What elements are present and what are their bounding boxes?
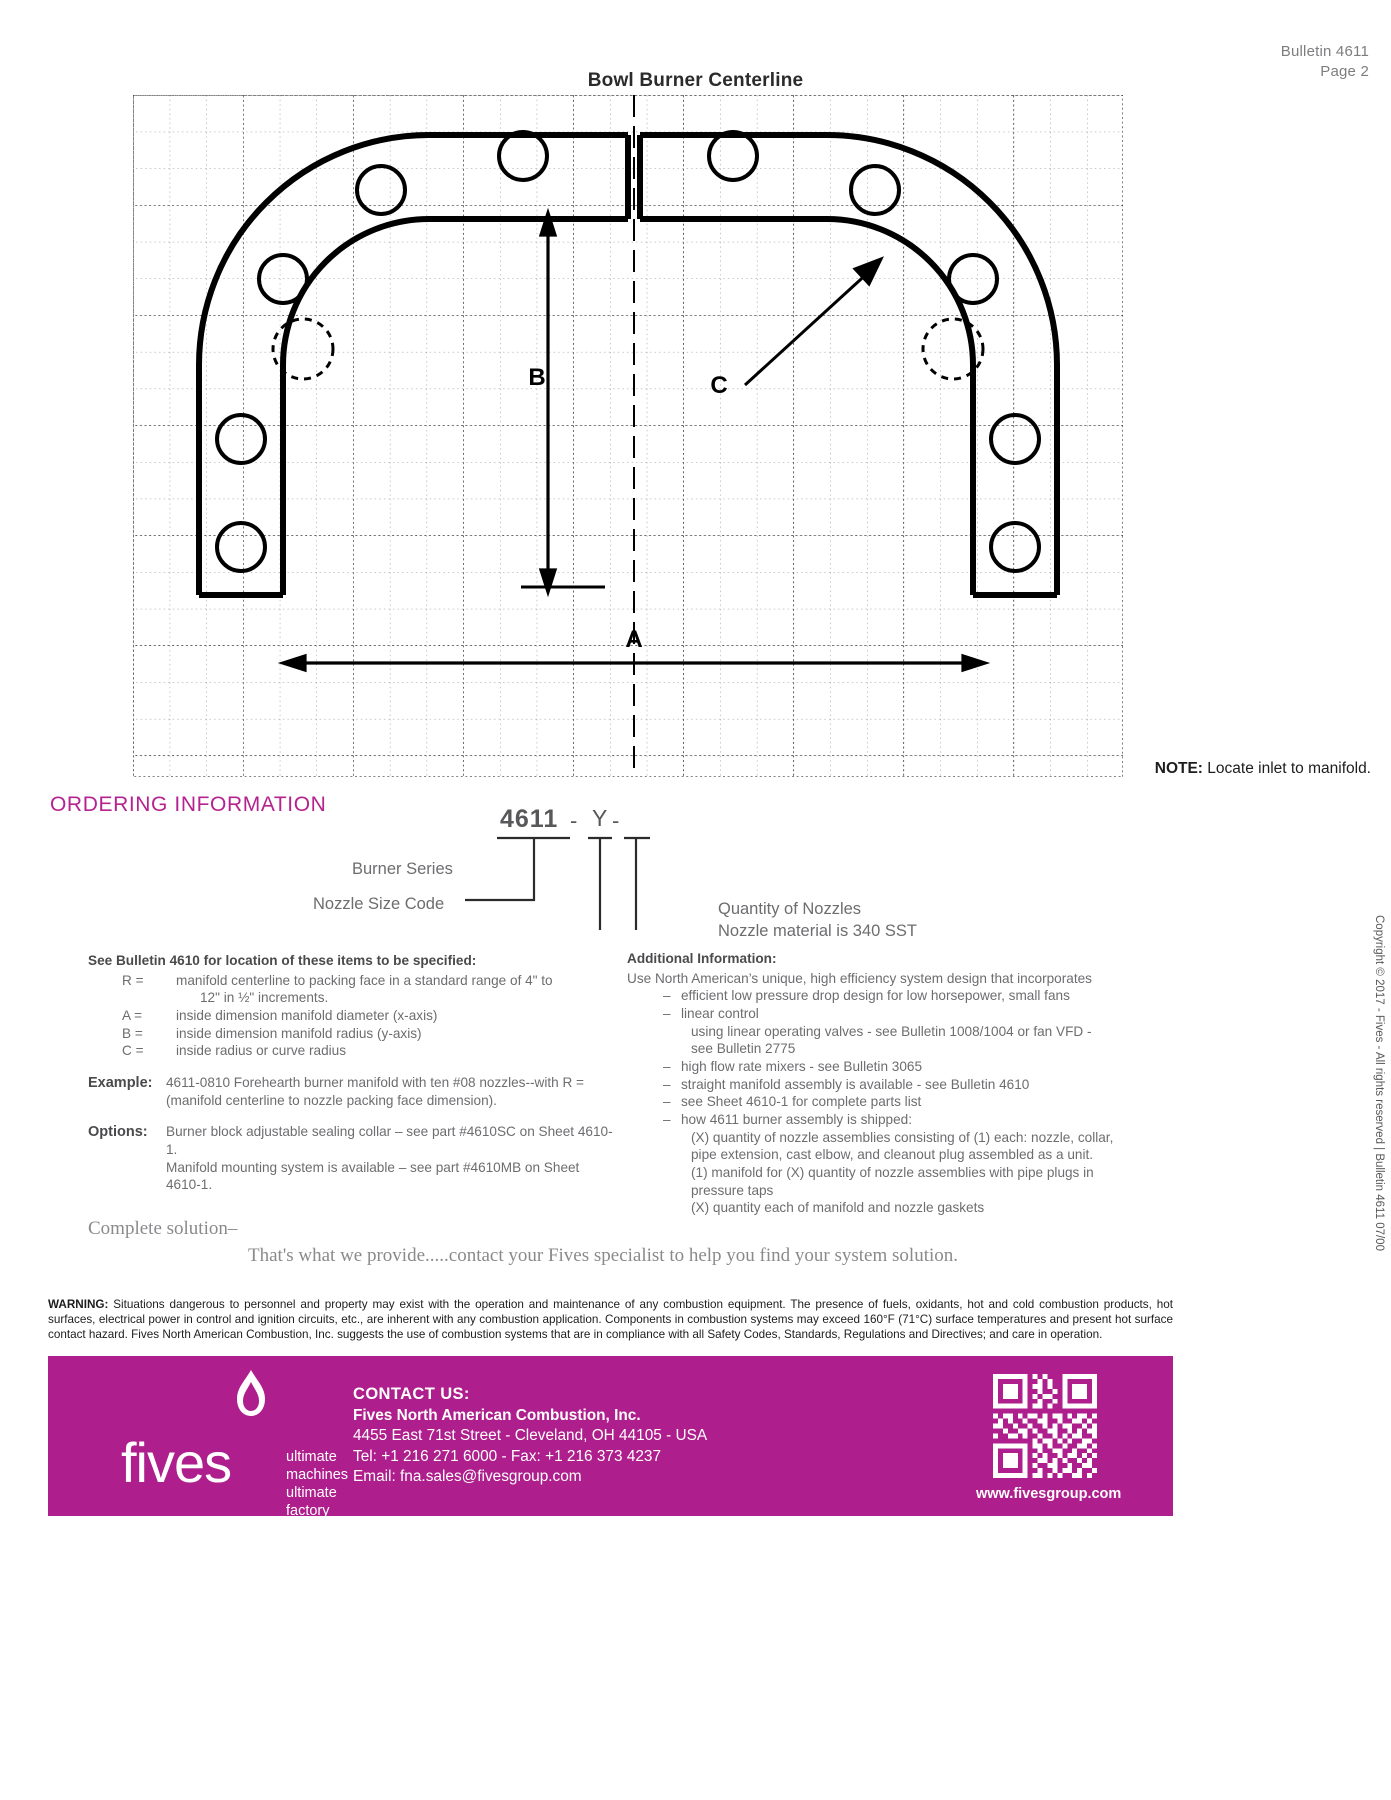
code-nozzle-size: Y <box>592 805 608 831</box>
spec-def-row <box>88 1025 618 1043</box>
spec-def-row <box>88 1042 618 1060</box>
bullet-text: straight manifold assembly is available - see Bulletin 4610 <box>681 1076 1030 1092</box>
bullet-text: see Sheet 4610-1 for complete parts list <box>681 1094 922 1110</box>
diagram-title: Bowl Burner Centerline <box>587 70 804 91</box>
info-subline: see Bulletin 2775 <box>691 1041 796 1057</box>
flame-icon <box>218 1368 284 1434</box>
bullet-text: high flow rate mixers - see Bulletin 3065 <box>681 1059 923 1075</box>
label-quantity-of-nozzles: Quantity of Nozzles <box>718 900 862 918</box>
info-bullet <box>627 987 1187 1005</box>
page-number: Page 2 <box>1320 63 1369 81</box>
bullet-dash: – <box>663 988 671 1004</box>
info-bullet <box>627 1058 1187 1076</box>
options-block <box>88 1123 618 1194</box>
fives-logo <box>108 1370 378 1520</box>
contact-email[interactable]: Email: fna.sales@fivesgroup.com <box>353 1468 582 1486</box>
warning-notice <box>48 1297 1173 1343</box>
spec-key: C = <box>122 1043 144 1059</box>
spec-heading: See Bulletin 4610 for location of these items to be specified: <box>88 953 477 968</box>
additional-info-heading: Additional Information: <box>627 951 777 966</box>
bullet-text: efficient low pressure drop design for low horsepower, small fans <box>681 988 1070 1004</box>
options-line-3: 4610-1. <box>166 1177 213 1193</box>
example-block <box>88 1074 618 1109</box>
fives-tagline-line-1: ultimate machines <box>286 1449 349 1484</box>
spec-value: inside radius or curve radius <box>176 1043 347 1059</box>
bullet-dash: – <box>663 1076 671 1092</box>
info-subline: pipe extension, cast elbow, and cleanout plug assembled as a unit. <box>691 1147 1094 1163</box>
part-number-builder <box>0 800 1391 930</box>
info-bullet <box>627 1111 1187 1129</box>
spec-key <box>88 989 176 1007</box>
diagram-note <box>1155 760 1371 778</box>
contact-address: 4455 East 71st Street - Cleveland, OH 44105 - USA <box>353 1427 708 1445</box>
options-body <box>166 1123 618 1194</box>
example-body <box>166 1074 618 1109</box>
bulletin-number: Bulletin 4611 <box>1280 43 1369 60</box>
part-number-leader-lines <box>0 800 1391 930</box>
info-subline: (1) manifold for (X) quantity of nozzle assemblies with pipe plugs in <box>691 1165 1094 1181</box>
spec-value: 12" in ½" increments. <box>200 990 329 1006</box>
additional-information-column <box>627 950 1187 1217</box>
footer-website[interactable]: www.fivesgroup.com <box>976 1486 1122 1502</box>
additional-info-intro: Use North American’s unique, high efficiency system design that incorporates <box>627 970 1092 986</box>
info-subline: using linear operating valves - see Bulletin 1008/1004 or fan VFD - <box>691 1023 1092 1039</box>
bullet-text: how 4611 burner assembly is shipped: <box>681 1112 912 1128</box>
tagline-line-2: That's what we provide.....contact your Fives specialist to help you find your system solution. <box>248 1245 959 1266</box>
burner-diagram <box>0 70 1391 790</box>
info-subline: (X) quantity of nozzle assemblies consisting of (1) each: nozzle, collar, <box>691 1129 1114 1145</box>
specification-column <box>88 952 618 1194</box>
bullet-dash: – <box>663 1059 671 1075</box>
example-line-2: (manifold centerline to nozzle packing face dimension). <box>166 1092 497 1108</box>
dimension-label-c: C <box>710 372 728 399</box>
code-dash-1: - <box>570 808 578 833</box>
warning-text: Situations dangerous to personnel and property may exist with the operation and maintenance of any combustion equipment. The presence of fuels, oxidants, hot and cold combustion products, hot surfaces, electrical power in control and ignition circuits, etc., are inherent with any combustion application. Components in combustion systems may exceed 160°F (71°C) surface temperatures and present hot surface contact hazard. Fives North American Combustion, Inc. suggests the use of combustion systems that are in compliance with all Safety Codes, Standards, Regulations and Directives; and care in operation. <box>48 1298 1173 1342</box>
note-label: NOTE: <box>1154 760 1203 777</box>
spec-value: manifold centerline to packing face in a standard range of 4" to <box>176 972 553 988</box>
contact-heading: CONTACT US: <box>353 1385 470 1403</box>
info-subline: (X) quantity each of manifold and nozzle gaskets <box>691 1200 985 1216</box>
dimension-label-b: B <box>528 364 546 391</box>
fives-tagline-line-2: ultimate factory <box>286 1485 337 1520</box>
bullet-dash: – <box>663 1112 671 1128</box>
bullet-dash: – <box>663 1006 671 1022</box>
spec-def-row <box>88 972 618 990</box>
contact-company: Fives North American Combustion, Inc. <box>353 1406 641 1424</box>
vertical-copyright: Copyright © 2017 - Fives - All rights reserved | Bulletin 4611 07/00 <box>1373 915 1385 1251</box>
tagline-line-1: Complete solution– <box>88 1218 238 1239</box>
spec-def-row <box>88 1007 618 1025</box>
bullet-dash: – <box>663 1094 671 1110</box>
spec-value: inside dimension manifold radius (y-axis) <box>176 1025 422 1041</box>
label-nozzle-size-code: Nozzle Size Code <box>313 895 445 913</box>
fives-wordmark: fives <box>121 1431 232 1494</box>
contact-phone: Tel: +1 216 271 6000 - Fax: +1 216 373 4237 <box>353 1447 662 1465</box>
spec-def-row <box>88 989 618 1007</box>
info-bullet <box>627 1076 1187 1094</box>
label-burner-series: Burner Series <box>352 860 453 878</box>
diagram-canvas <box>133 95 1123 777</box>
spec-key: B = <box>122 1025 143 1041</box>
footer-band <box>48 1356 1173 1520</box>
note-text: Locate inlet to manifold. <box>1207 760 1371 777</box>
spec-key: R = <box>122 972 144 988</box>
code-dash-2: - <box>612 808 620 833</box>
footer-contact <box>353 1384 707 1488</box>
qr-code-icon[interactable] <box>993 1374 1097 1478</box>
info-subline: pressure taps <box>691 1182 774 1198</box>
label-nozzle-material: Nozzle material is 340 SST <box>718 922 917 940</box>
options-label: Options: <box>88 1124 148 1141</box>
options-line-1: Burner block adjustable sealing collar – see part #4610SC on Sheet 4610-1. <box>166 1124 613 1158</box>
bullet-text: linear control <box>681 1006 759 1022</box>
info-bullet <box>627 1005 1187 1023</box>
info-bullet <box>627 1093 1187 1111</box>
dimension-label-a: A <box>625 626 643 653</box>
ordering-information-heading: ORDERING INFORMATION <box>50 793 327 816</box>
options-line-2: Manifold mounting system is available – see part #4610MB on Sheet <box>166 1159 580 1175</box>
spec-key: A = <box>122 1008 143 1024</box>
example-label: Example: <box>88 1075 153 1092</box>
code-burner-series: 4611 <box>500 805 559 833</box>
example-line-1: 4611-0810 Forehearth burner manifold with ten #08 nozzles--with R = <box>166 1075 584 1091</box>
warning-label: WARNING: <box>48 1298 109 1311</box>
spec-value: inside dimension manifold diameter (x-axis) <box>176 1008 438 1024</box>
